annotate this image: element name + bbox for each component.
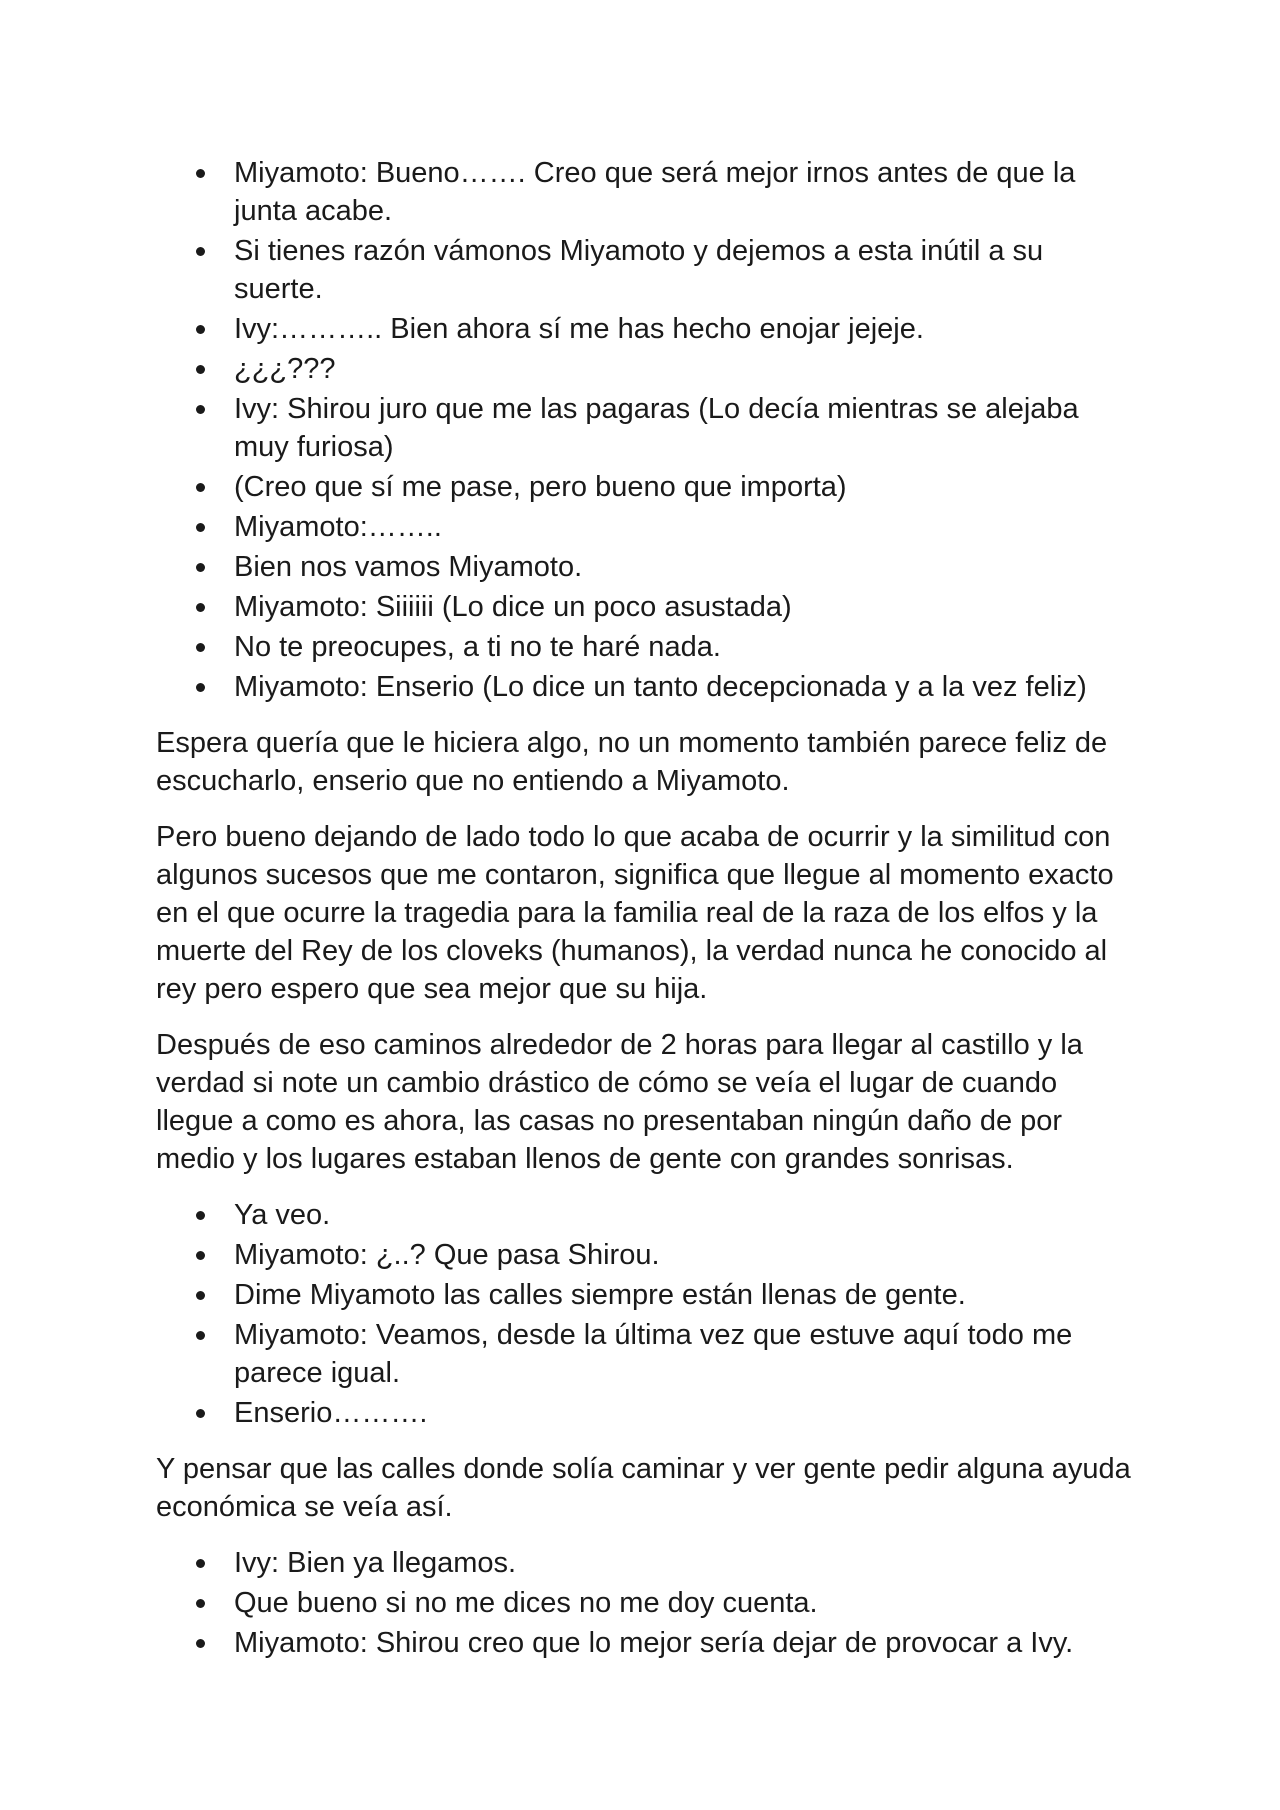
bullet-icon [196,405,205,414]
list-item-text: Ivy: Bien ya llegamos. [234,1547,517,1579]
bullet-icon [196,1291,205,1300]
list-item [156,1236,1136,1274]
bullet-icon [196,603,205,612]
list-item [156,1196,1136,1234]
bullet-icon [196,483,205,492]
bullet-icon [196,643,205,652]
list-item-text: Bien nos vamos Miyamoto. [234,551,583,583]
bullet-icon [196,1559,205,1568]
list-item-text: ¿¿¿??? [234,353,336,385]
list-item [156,668,1136,706]
list-item-text: Miyamoto: ¿..? Que pasa Shirou. [234,1239,660,1271]
list-item [156,508,1136,546]
list-item-text: Miyamoto: Veamos, desde la última vez que estuve aquí todo me parece igual. [234,1319,1073,1389]
list-item [156,1394,1136,1432]
dialogue-list-1 [156,154,1136,706]
bullet-icon [196,247,205,256]
bullet-icon [196,1639,205,1648]
list-item-text: Que bueno si no me dices no me doy cuenta. [234,1587,818,1619]
list-item [156,350,1136,388]
bullet-icon [196,563,205,572]
list-item [156,310,1136,348]
list-item [156,154,1136,230]
list-item [156,548,1136,586]
list-item-text: Ya veo. [234,1199,331,1231]
list-item [156,1316,1136,1392]
paragraph: Y pensar que las calles donde solía caminar y ver gente pedir alguna ayuda económica se veía así. [156,1453,1131,1523]
list-item-text: Miyamoto: Siiiiii (Lo dice un poco asustada) [234,591,792,623]
list-item [156,1544,1136,1582]
paragraph: Espera quería que le hiciera algo, no un momento también parece feliz de escucharlo, enserio que no entiendo a Miyamoto. [156,727,1108,797]
list-item-text: Ivy: Shirou juro que me las pagaras (Lo decía mientras se alejaba muy furiosa) [234,393,1079,463]
document-body [156,154,1136,1664]
dialogue-list-3 [156,1544,1136,1662]
bullet-icon [196,683,205,692]
list-item [156,628,1136,666]
list-item [156,1276,1136,1314]
list-item [156,390,1136,466]
list-item [156,468,1136,506]
list-item [156,1624,1136,1662]
bullet-icon [196,365,205,374]
list-item-text: Miyamoto:…….. [234,511,442,543]
list-item-text: Miyamoto: Shirou creo que lo mejor sería dejar de provocar a Ivy. [234,1627,1074,1659]
list-item-text: Miyamoto: Enserio (Lo dice un tanto decepcionada y a la vez feliz) [234,671,1087,703]
list-item-text: Enserio………. [234,1397,428,1429]
bullet-icon [196,1331,205,1340]
paragraph: Después de eso caminos alrededor de 2 horas para llegar al castillo y la verdad si note un cambio drástico de cómo se veía el lugar de cuando llegue a como es ahora, las casas no presentaban ningún daño de por medio y los lugares estaban llenos de gente con grandes sonrisas. [156,1029,1083,1175]
bullet-icon [196,1211,205,1220]
bullet-icon [196,1409,205,1418]
bullet-icon [196,169,205,178]
list-item-text: Ivy:……….. Bien ahora sí me has hecho enojar jejeje. [234,313,924,345]
list-item-text: Miyamoto: Bueno……. Creo que será mejor irnos antes de que la junta acabe. [234,157,1076,227]
bullet-icon [196,1251,205,1260]
list-item [156,232,1136,308]
bullet-icon [196,523,205,532]
bullet-icon [196,1599,205,1608]
list-item-text: (Creo que sí me pase, pero bueno que importa) [234,471,847,503]
paragraph: Pero bueno dejando de lado todo lo que acaba de ocurrir y la similitud con algunos sucesos que me contaron, significa que llegue al momento exacto en el que ocurre la tragedia para la familia real de la raza de los elfos y la muerte del Rey de los cloveks (humanos), la verdad nunca he conocido al rey pero espero que sea mejor que su hija. [156,821,1114,1005]
list-item-text: Si tienes razón vámonos Miyamoto y dejemos a esta inútil a su suerte. [234,235,1044,305]
list-item [156,588,1136,626]
list-item [156,1584,1136,1622]
list-item-text: Dime Miyamoto las calles siempre están llenas de gente. [234,1279,966,1311]
list-item-text: No te preocupes, a ti no te haré nada. [234,631,721,663]
bullet-icon [196,325,205,334]
dialogue-list-2 [156,1196,1136,1432]
